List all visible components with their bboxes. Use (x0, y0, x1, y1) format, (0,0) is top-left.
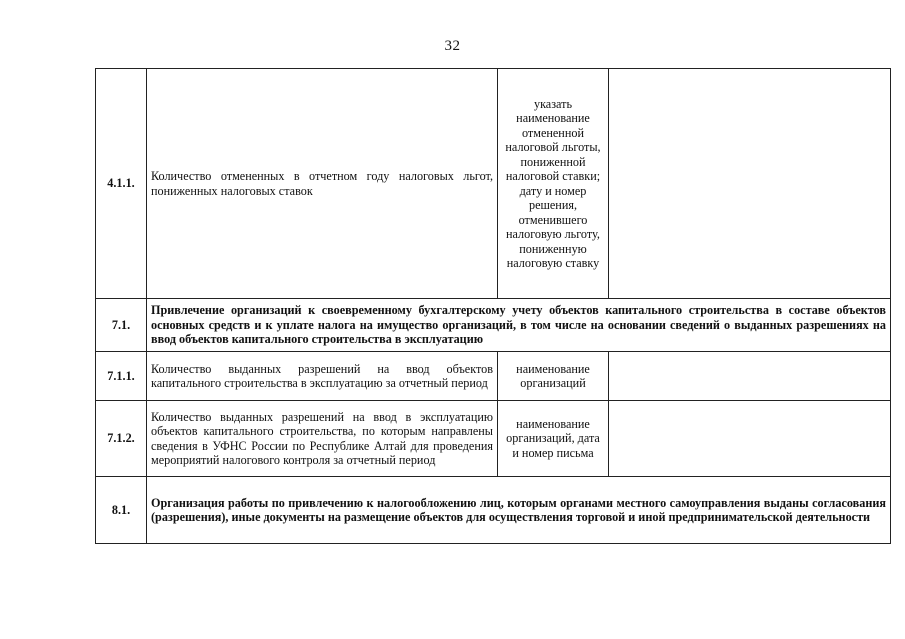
indicator-name-text: Количество отмененных в отчетном году налоговых льгот, пониженных налоговых ставок (151, 169, 493, 198)
page-number: 32 (444, 38, 461, 54)
report-form: наименование организаций, дата и номер письма (498, 401, 609, 477)
section-number: 7.1. (96, 299, 147, 352)
value-cell (609, 69, 891, 299)
table-row (96, 69, 891, 299)
report-form: указать наименование отмененной налоговой льготы, пониженной налоговой ставки; дату и номер решения, отменившего налоговую льготу, пониженную налоговую ставку (498, 69, 609, 299)
report-table (95, 68, 891, 544)
section-title: Организация работы по привлечению к налогообложению лиц, которым органами местного самоуправления выданы согласования (разрешения), иные документы на размещение объектов для осуществления торговой и иной предпринимательской деятельности (147, 477, 891, 544)
indicator-name: Количество выданных разрешений на ввод в эксплуатацию объектов капитального строительства, по которым направлены сведения в УФНС России по Республике Алтай для проведения мероприятий налогового контроля за отчетный период (147, 401, 498, 477)
row-number: 7.1.1. (96, 352, 147, 401)
row-number: 7.1.2. (96, 401, 147, 477)
value-cell (609, 352, 891, 401)
section-row (96, 477, 891, 544)
section-row (96, 299, 891, 352)
table-row (96, 352, 891, 401)
indicator-name: Количество выданных разрешений на ввод объектов капитального строительства в эксплуатацию за отчетный период (147, 352, 498, 401)
row-number: 4.1.1. (96, 69, 147, 299)
value-cell (609, 401, 891, 477)
indicator-name (147, 69, 498, 299)
table-row (96, 401, 891, 477)
section-number: 8.1. (96, 477, 147, 544)
report-form: наименование организаций (498, 352, 609, 401)
section-title: Привлечение организаций к своевременному бухгалтерскому учету объектов капитального строительства в составе объектов основных средств и к уплате налога на имущество организаций, в том числе на основании сведений о выданных разрешениях на ввод объектов капитального строительства в эксплуатацию (147, 299, 891, 352)
